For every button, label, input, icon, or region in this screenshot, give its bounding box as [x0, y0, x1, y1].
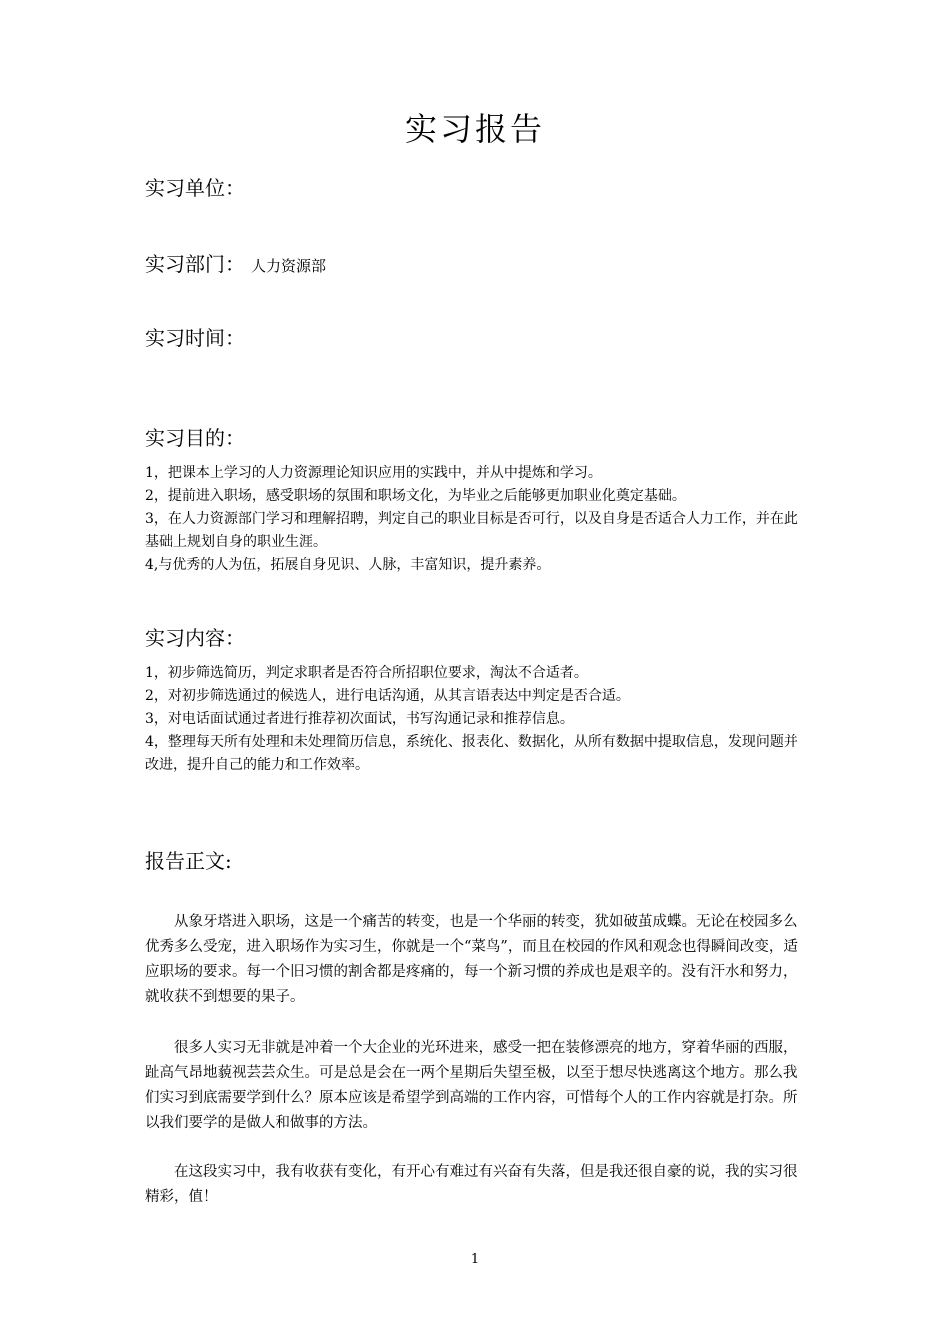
- page-number: 1: [470, 1252, 480, 1267]
- content-list: [145, 662, 810, 777]
- purpose-heading: 实习目的：: [145, 426, 245, 450]
- report-paragraph: 很多人实习无非就是冲着一个大企业的光环进来，感受一把在装修漂亮的地方，穿着华丽的西服，趾高气昂地藐视芸芸众生。可是总是会在一两个星期后失望至极，以至于想尽快逃离这个地方。那么我们实习到底需要学到什么？原本应该是希望学到高端的工作内容，可惜每个人的工作内容就是打杂。所以我们要学的是做人和做事的方法。: [145, 1040, 798, 1131]
- report-paragraph: 从象牙塔进入职场，这是一个痛苦的转变，也是一个华丽的转变，犹如破茧成蝶。无论在校园多么优秀多么受宠，进入职场作为实习生，你就是一个“菜鸟”，而且在校园的作风和观念也得瞬间改变，适应职场的要求。每一个旧习惯的割舍都是疼痛的，每一个新习惯的养成也是艰辛的。没有汗水和努力，就收获不到想要的果子。: [145, 914, 798, 1005]
- purpose-list: [145, 462, 810, 577]
- content-item: 3，对电话面试通过者进行推荐初次面试，书写沟通记录和推荐信息。: [145, 711, 574, 727]
- internship-department-field: [145, 248, 326, 277]
- content-heading: 实习内容：: [145, 626, 245, 650]
- content-item: 4，整理每天所有处理和未处理简历信息，系统化、报表化、数据化，从所有数据中提取信息，发现问题并改进，提升自己的能力和工作效率。: [145, 734, 798, 773]
- internship-time-label: 实习时间：: [145, 326, 245, 350]
- document-title: 实习报告: [404, 110, 545, 148]
- purpose-item: 2，提前进入职场，感受职场的氛围和职场文化，为毕业之后能够更加职业化奠定基础。: [145, 488, 686, 504]
- purpose-item: 3，在人力资源部门学习和理解招聘，判定自己的职业目标是否可行，以及自身是否适合人力工作，并在此基础上规划自身的职业生涯。: [145, 511, 798, 550]
- purpose-item: 1，把课本上学习的人力资源理论知识应用的实践中，并从中提炼和学习。: [145, 465, 602, 481]
- internship-time-field: [145, 322, 251, 351]
- internship-unit-label: 实习单位：: [145, 176, 245, 200]
- internship-department-label: 实习部门：: [145, 252, 245, 276]
- content-item: 2，对初步筛选通过的候选人，进行电话沟通，从其言语表达中判定是否合适。: [145, 688, 630, 704]
- internship-unit-field: [145, 172, 251, 201]
- report-paragraph: 在这段实习中，我有收获有变化，有开心有难过有兴奋有失落，但是我还很自豪的说，我的实习很精彩，值！: [145, 1164, 798, 1205]
- purpose-item: 4,与优秀的人为伍，拓展自身见识、人脉，丰富知识，提升素养。: [145, 557, 551, 573]
- internship-department-value: 人力资源部: [251, 257, 327, 275]
- content-item: 1，初步筛选简历，判定求职者是否符合所招职位要求，淘汰不合适者。: [145, 665, 588, 681]
- report-heading: 报告正文:: [145, 849, 232, 873]
